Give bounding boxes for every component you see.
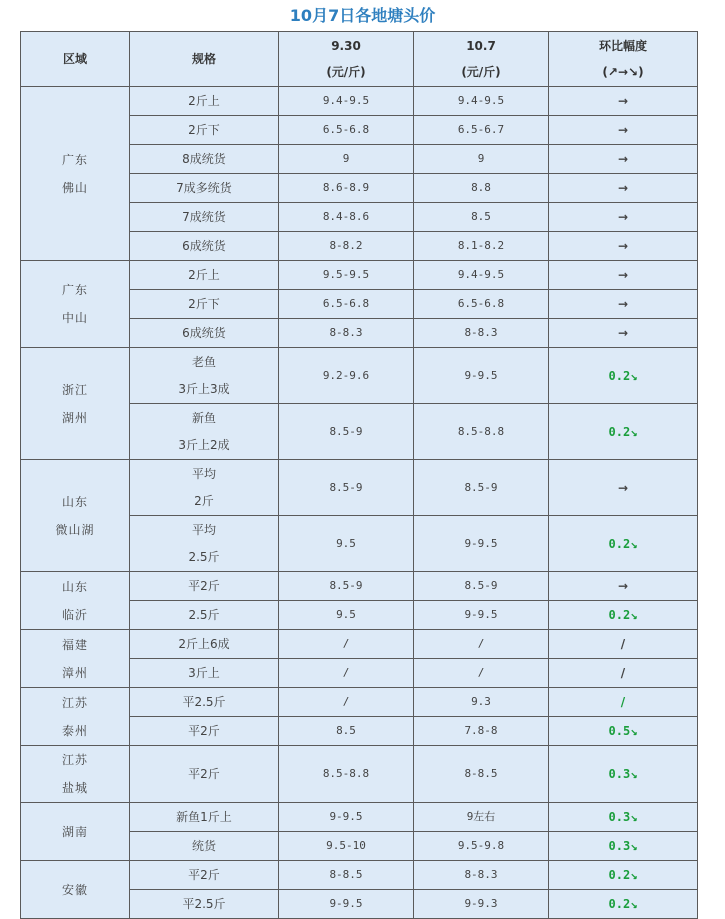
price-10-7: 9-9.5 — [414, 601, 549, 630]
price-9-30: 8.5-9 — [279, 572, 414, 601]
region-line: 山东 — [61, 579, 88, 594]
price-9-30: / — [279, 659, 414, 688]
price-9-30: 6.5-6.8 — [279, 290, 414, 319]
spec-cell — [130, 890, 279, 919]
region-cell — [21, 746, 130, 803]
price-10-7: 8-8.5 — [414, 746, 549, 803]
region-cell — [21, 572, 130, 630]
table-row — [21, 261, 698, 290]
spec-cell — [130, 145, 279, 174]
price-9-30: 9.5-9.5 — [279, 261, 414, 290]
spec-line: 统货 — [191, 838, 216, 853]
price-9-30: 8.5-9 — [279, 460, 414, 516]
change-cell: → — [549, 290, 698, 319]
spec-cell — [130, 746, 279, 803]
change-cell: 0.2↘ — [549, 601, 698, 630]
spec-line: 老鱼 — [191, 354, 216, 369]
change-cell: 0.2↘ — [549, 890, 698, 919]
header-date1-unit: (元/斤) — [326, 65, 366, 79]
spec-cell — [130, 601, 279, 630]
spec-line: 平2斤 — [188, 766, 220, 781]
spec-line: 6成统货 — [182, 238, 226, 253]
region-line: 临沂 — [61, 607, 88, 622]
spec-line: 平均 — [191, 466, 216, 481]
price-9-30: 8.5-8.8 — [279, 746, 414, 803]
price-9-30: 9.5 — [279, 601, 414, 630]
spec-cell — [130, 516, 279, 572]
region-cell — [21, 87, 130, 261]
price-9-30: 8.6-8.9 — [279, 174, 414, 203]
spec-line: 新鱼1斤上 — [176, 809, 232, 824]
spec-line: 平2斤 — [188, 867, 220, 882]
price-9-30: 9 — [279, 145, 414, 174]
spec-line: 8成统货 — [182, 151, 226, 166]
price-9-30: / — [279, 630, 414, 659]
spec-line: 7成多统货 — [176, 180, 232, 195]
spec-line: 2.5斤 — [188, 607, 220, 622]
spec-line: 2斤下 — [188, 296, 220, 311]
spec-cell — [130, 174, 279, 203]
price-9-30: 9.5 — [279, 516, 414, 572]
spec-cell — [130, 659, 279, 688]
change-cell: / — [549, 630, 698, 659]
spec-line: 2斤 — [194, 493, 214, 508]
price-10-7: 7.8-8 — [414, 717, 549, 746]
change-cell: → — [549, 116, 698, 145]
change-cell: 0.2↘ — [549, 404, 698, 460]
change-cell: → — [549, 87, 698, 116]
price-10-7: 9.4-9.5 — [414, 87, 549, 116]
price-10-7: 9.3 — [414, 688, 549, 717]
spec-line: 平2.5斤 — [182, 896, 226, 911]
change-cell: 0.5↘ — [549, 717, 698, 746]
header-date2-unit: (元/斤) — [461, 65, 501, 79]
table-body — [21, 87, 698, 919]
spec-line: 平2斤 — [188, 723, 220, 738]
spec-line: 2斤上6成 — [178, 636, 230, 651]
header-date2 — [414, 32, 549, 87]
change-cell: 0.2↘ — [549, 861, 698, 890]
table-row — [21, 630, 698, 659]
spec-cell — [130, 290, 279, 319]
region-line: 盐城 — [61, 781, 88, 795]
spec-line: 3斤上2成 — [178, 437, 230, 452]
spec-line: 平均 — [191, 522, 216, 537]
header-date2-label: 10.7 — [466, 39, 496, 53]
change-cell: → — [549, 261, 698, 290]
spec-line: 新鱼 — [191, 410, 216, 425]
change-cell: / — [549, 688, 698, 717]
table-row — [21, 746, 698, 803]
price-9-30: 9.4-9.5 — [279, 87, 414, 116]
region-line: 广东 — [61, 152, 88, 167]
header-change-legend: (↗→↘) — [602, 65, 644, 79]
table-row — [21, 803, 698, 832]
region-cell — [21, 261, 130, 348]
spec-cell — [130, 832, 279, 861]
header-spec: 规格 — [130, 32, 279, 87]
price-10-7: 8.5-9 — [414, 572, 549, 601]
spec-cell — [130, 203, 279, 232]
table-row — [21, 861, 698, 890]
price-10-7: 9 — [414, 145, 549, 174]
price-9-30: 9.2-9.6 — [279, 348, 414, 404]
region-line: 漳州 — [61, 665, 88, 680]
spec-line: 7成统货 — [182, 209, 226, 224]
spec-line: 平2斤 — [188, 578, 220, 593]
table-row — [21, 87, 698, 116]
header-change-label: 环比幅度 — [598, 39, 647, 53]
price-9-30: 6.5-6.8 — [279, 116, 414, 145]
region-line: 江苏 — [61, 753, 88, 767]
price-10-7: 8-8.3 — [414, 861, 549, 890]
price-10-7: / — [414, 659, 549, 688]
spec-line: 6成统货 — [182, 325, 226, 340]
spec-line: 2.5斤 — [188, 549, 220, 564]
region-line: 泰州 — [61, 723, 88, 738]
price-9-30: 8-8.2 — [279, 232, 414, 261]
change-cell: → — [549, 145, 698, 174]
change-cell: → — [549, 174, 698, 203]
region-line: 中山 — [61, 311, 88, 325]
change-cell: 0.2↘ — [549, 348, 698, 404]
region-line: 浙江 — [61, 382, 88, 397]
price-9-30: 8.4-8.6 — [279, 203, 414, 232]
price-10-7: 6.5-6.8 — [414, 290, 549, 319]
price-10-7: 9.4-9.5 — [414, 261, 549, 290]
spec-cell — [130, 688, 279, 717]
spec-cell — [130, 572, 279, 601]
price-10-7: 9-9.5 — [414, 348, 549, 404]
region-line: 微山湖 — [55, 522, 95, 537]
region-line: 佛山 — [61, 180, 88, 195]
spec-line: 2斤上 — [188, 267, 220, 282]
price-table — [20, 31, 698, 919]
change-cell: 0.2↘ — [549, 516, 698, 572]
spec-cell — [130, 404, 279, 460]
spec-cell — [130, 348, 279, 404]
spec-cell — [130, 717, 279, 746]
price-10-7: 8.5-8.8 — [414, 404, 549, 460]
price-10-7: 9-9.3 — [414, 890, 549, 919]
spec-line: 2斤上 — [188, 93, 220, 108]
region-cell — [21, 460, 130, 572]
table-row — [21, 572, 698, 601]
region-line: 湖州 — [61, 410, 88, 425]
region-line: 山东 — [61, 494, 88, 509]
price-10-7: 8-8.3 — [414, 319, 549, 348]
change-cell: → — [549, 203, 698, 232]
header-region: 区域 — [21, 32, 130, 87]
region-line: 福建 — [61, 637, 88, 652]
change-cell: 0.3↘ — [549, 832, 698, 861]
spec-cell — [130, 803, 279, 832]
spec-line: 平2.5斤 — [182, 694, 226, 709]
region-cell — [21, 688, 130, 746]
spec-cell — [130, 861, 279, 890]
price-10-7: 9左右 — [414, 803, 549, 832]
price-9-30: 8.5 — [279, 717, 414, 746]
region-line: 广东 — [61, 283, 88, 297]
region-line: 安徽 — [61, 882, 88, 897]
region-line: 江苏 — [61, 695, 88, 710]
table-row — [21, 688, 698, 717]
header-date1 — [279, 32, 414, 87]
change-cell: → — [549, 319, 698, 348]
table-row — [21, 348, 698, 404]
price-9-30: 9-9.5 — [279, 890, 414, 919]
region-line: 湖南 — [61, 824, 88, 839]
price-10-7: 8.5 — [414, 203, 549, 232]
region-cell — [21, 861, 130, 919]
spec-cell — [130, 116, 279, 145]
spec-cell — [130, 87, 279, 116]
price-9-30: 9.5-10 — [279, 832, 414, 861]
change-cell: → — [549, 572, 698, 601]
header-date1-label: 9.30 — [331, 39, 361, 53]
spec-cell — [130, 460, 279, 516]
change-cell: → — [549, 232, 698, 261]
region-cell — [21, 348, 130, 460]
price-9-30: 9-9.5 — [279, 803, 414, 832]
price-10-7: 8.1-8.2 — [414, 232, 549, 261]
region-cell — [21, 803, 130, 861]
price-10-7: 9-9.5 — [414, 516, 549, 572]
price-10-7: 9.5-9.8 — [414, 832, 549, 861]
price-10-7: 8.5-9 — [414, 460, 549, 516]
change-cell: 0.3↘ — [549, 803, 698, 832]
spec-line: 3斤上3成 — [178, 381, 230, 396]
spec-cell — [130, 232, 279, 261]
change-cell: 0.3↘ — [549, 746, 698, 803]
price-9-30: 8.5-9 — [279, 404, 414, 460]
price-10-7: 6.5-6.7 — [414, 116, 549, 145]
price-9-30: / — [279, 688, 414, 717]
spec-cell — [130, 319, 279, 348]
change-cell: → — [549, 460, 698, 516]
region-cell — [21, 630, 130, 688]
price-9-30: 8-8.5 — [279, 861, 414, 890]
spec-cell — [130, 261, 279, 290]
price-9-30: 8-8.3 — [279, 319, 414, 348]
table-header-row — [21, 32, 698, 87]
page-title: 10月7日各地塘头价 — [289, 6, 436, 25]
price-10-7: / — [414, 630, 549, 659]
spec-cell — [130, 630, 279, 659]
header-change — [549, 32, 698, 87]
table-row — [21, 460, 698, 516]
change-cell: / — [549, 659, 698, 688]
spec-line: 3斤上 — [188, 665, 220, 680]
spec-line: 2斤下 — [188, 122, 220, 137]
price-10-7: 8.8 — [414, 174, 549, 203]
